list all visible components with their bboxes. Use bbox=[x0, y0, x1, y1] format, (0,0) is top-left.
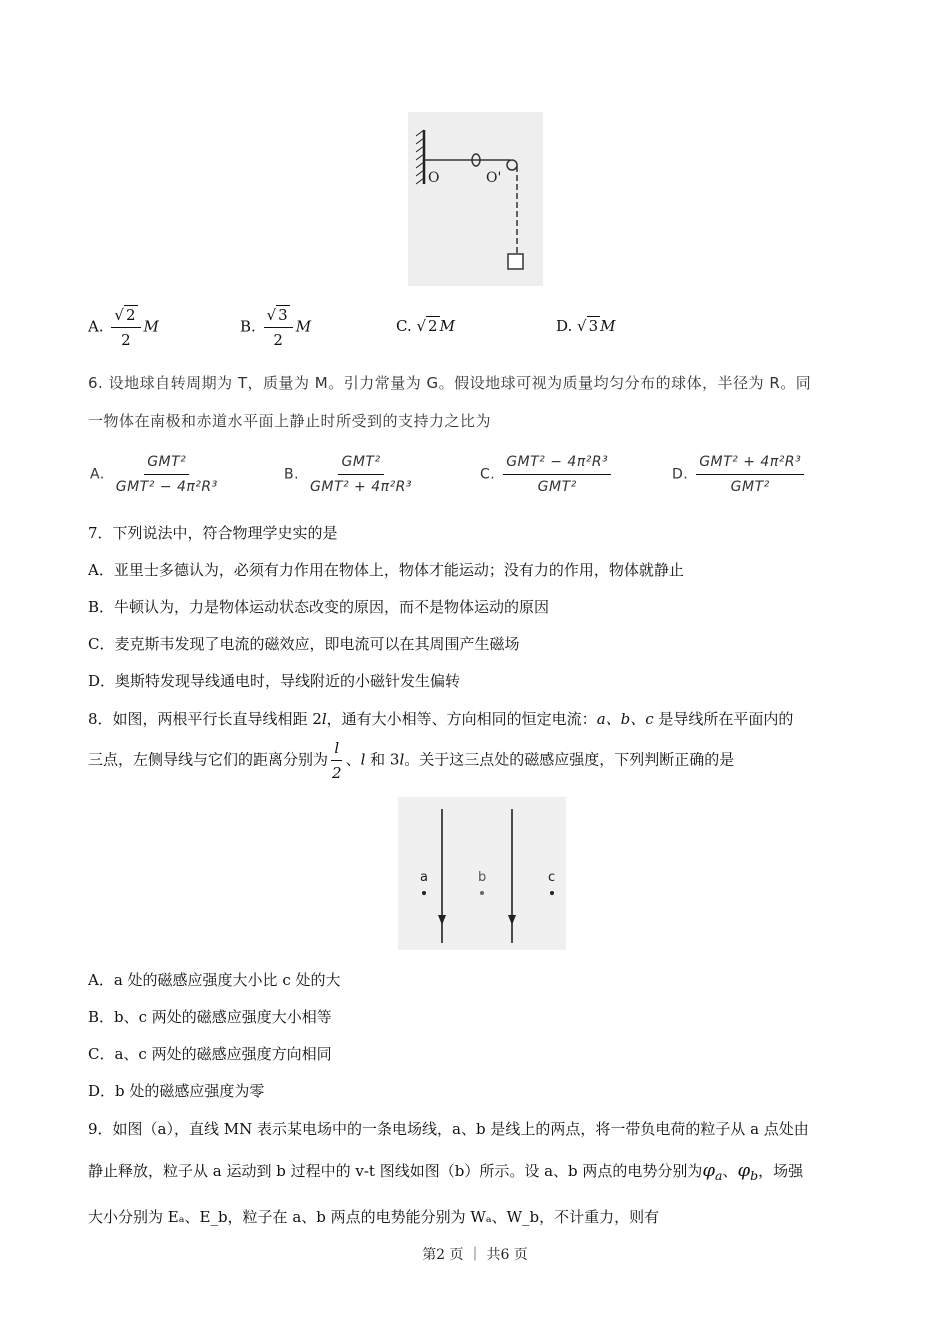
q6-option-d[interactable]: D. $\frac{\text{GMT² + 4π²R³}}{\text{GMT²}}$ bbox=[672, 452, 807, 497]
q8-option-d[interactable]: D．b 处的磁感应强度为零 bbox=[88, 1082, 265, 1100]
q8-stem-line1: 8．如图，两根平行长直导线相距 2l，通有大小相等、方向相同的恒定电流：a、b、c 是导线所在平面内的 bbox=[88, 710, 794, 728]
page-footer: 第2 页 ｜ 共6 页 bbox=[422, 1247, 528, 1263]
q8-figure bbox=[398, 797, 566, 950]
point-b bbox=[480, 891, 484, 895]
q6-option-c[interactable]: C. $\frac{\text{GMT² − 4π²R³}}{\text{GMT²}}$ bbox=[480, 452, 614, 497]
point-c bbox=[550, 891, 554, 895]
parallel-wires-diagram bbox=[398, 797, 566, 950]
q7-option-a[interactable]: A．亚里士多德认为，必须有力作用在物体上，物体才能运动；没有力的作用，物体就静止 bbox=[88, 561, 684, 579]
q5-option-b[interactable]: B. $\frac{√ 3}{2}$ M bbox=[240, 306, 312, 349]
q6-stem-line1: 6. 设地球自转周期为 T，质量为 M。引力常量为 G。假设地球可视为质量均匀分布的球体，半径为 R。同 bbox=[88, 374, 812, 392]
q5-figure bbox=[408, 112, 543, 286]
label-o: O bbox=[428, 170, 440, 186]
label-o-prime: O' bbox=[486, 170, 502, 186]
q8-stem-line2: 三点，左侧导线与它们的距离分别为 $\frac{l}{2}$ 、l 和 3l。关于这三点处的磁感应强度，下列判断正确的是 bbox=[88, 739, 735, 782]
q8-option-b[interactable]: B．b、c 两处的磁感应强度大小相等 bbox=[88, 1008, 332, 1026]
label-point-b: b bbox=[478, 870, 487, 885]
q9-stem-line3: 大小分别为 Eₐ、E_b，粒子在 a、b 两点的电势能分别为 Wₐ、W_b，不计重力，则有 bbox=[88, 1208, 660, 1226]
label-point-a: a bbox=[420, 870, 428, 885]
arrow-down-icon bbox=[508, 915, 516, 925]
label-point-c: c bbox=[548, 870, 556, 885]
q7-option-c[interactable]: C．麦克斯韦发现了电流的磁效应，即电流可以在其周围产生磁场 bbox=[88, 635, 520, 653]
q9-stem-line1: 9．如图（a），直线 MN 表示某电场中的一条电场线，a、b 是线上的两点，将一带负电荷的粒子从 a 点处由 bbox=[88, 1120, 809, 1138]
q6-option-b[interactable]: B. $\frac{\text{GMT²}}{\text{GMT² + 4π²R³}}$ bbox=[284, 454, 413, 495]
arrow-down-icon bbox=[438, 915, 446, 925]
q5-option-c[interactable]: C. √ 2 M bbox=[396, 317, 455, 335]
q8-option-a[interactable]: A．a 处的磁感应强度大小比 c 处的大 bbox=[88, 971, 341, 989]
q7-option-b[interactable]: B．牛顿认为，力是物体运动状态改变的原因，而不是物体运动的原因 bbox=[88, 598, 550, 616]
q8-option-c[interactable]: C．a、c 两处的磁感应强度方向相同 bbox=[88, 1045, 332, 1063]
point-a bbox=[422, 891, 426, 895]
q9-stem-line2: 静止释放，粒子从 a 运动到 b 过程中的 v-t 图线如图（b）所示。设 a、b 两点的电势分别为$\varphi_a$、$\varphi_b$，场强 bbox=[88, 1160, 804, 1183]
q7-stem: 7．下列说法中，符合物理学史实的是 bbox=[88, 524, 338, 542]
q7-option-d[interactable]: D．奥斯特发现导线通电时，导线附近的小磁针发生偏转 bbox=[88, 672, 461, 690]
q5-option-d[interactable]: D. √ 3 M bbox=[556, 317, 616, 335]
q6-stem-line2: 一物体在南极和赤道水平面上静止时所受到的支持力之比为 bbox=[88, 412, 492, 430]
q5-option-a[interactable]: A. $\frac{√ 2}{2}$ M bbox=[88, 306, 159, 349]
pulley-diagram bbox=[408, 112, 543, 286]
q6-option-a[interactable]: A. $\frac{\text{GMT²}}{\text{GMT² − 4π²R³}}$ bbox=[90, 454, 218, 495]
